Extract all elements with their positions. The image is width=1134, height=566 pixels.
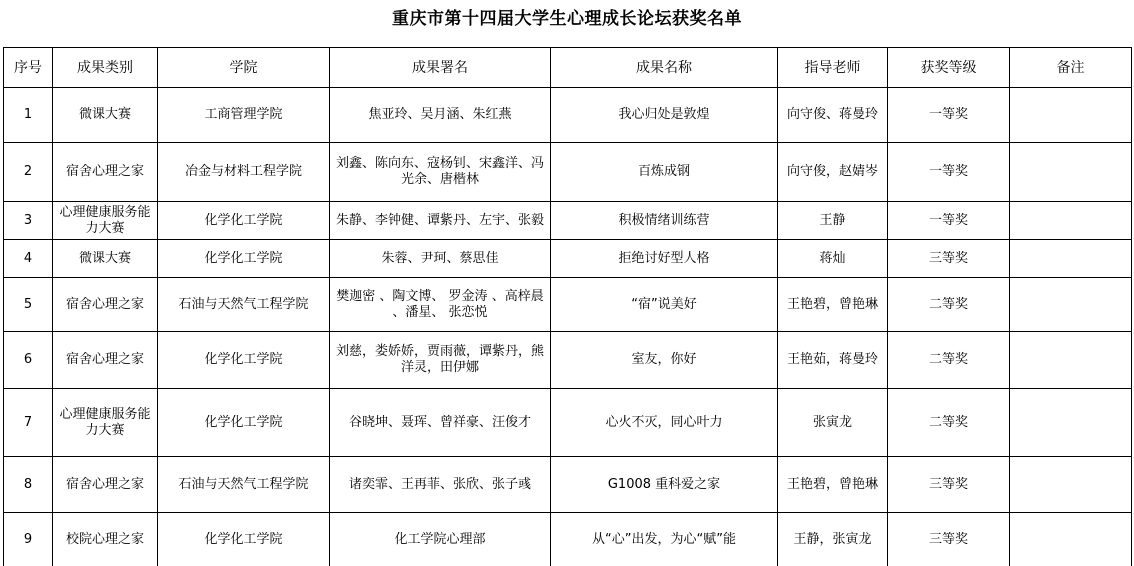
table-row	[4, 457, 1132, 513]
cell-category: 微课大赛	[53, 88, 158, 143]
cell-advisor: 张寅龙	[778, 389, 888, 457]
cell-category: 微课大赛	[53, 240, 158, 278]
cell-college: 石油与天然气工程学院	[158, 278, 330, 332]
cell-work: “宿”说美好	[551, 278, 778, 332]
cell-work: 心火不灭，同心叶力	[551, 389, 778, 457]
cell-remark	[1010, 513, 1132, 566]
cell-remark	[1010, 240, 1132, 278]
cell-advisor: 向守俊，赵婧岑	[778, 143, 888, 202]
header-remark: 备注	[1010, 48, 1132, 88]
cell-level: 二等奖	[888, 389, 1010, 457]
cell-college: 冶金与材料工程学院	[158, 143, 330, 202]
cell-college: 化学化工学院	[158, 202, 330, 240]
cell-authors: 朱蓉、尹珂、蔡思佳	[330, 240, 551, 278]
table-row	[4, 240, 1132, 278]
header-authors: 成果署名	[330, 48, 551, 88]
cell-remark	[1010, 143, 1132, 202]
cell-category: 宿舍心理之家	[53, 278, 158, 332]
cell-index: 9	[4, 513, 53, 566]
table-row	[4, 88, 1132, 143]
cell-level: 三等奖	[888, 457, 1010, 513]
cell-authors: 刘慈，娄娇娇，贾雨薇，谭紫丹，熊洋灵，田伊娜	[330, 332, 551, 389]
header-index: 序号	[4, 48, 53, 88]
cell-level: 三等奖	[888, 240, 1010, 278]
cell-remark	[1010, 389, 1132, 457]
cell-advisor: 王艳碧，曾艳琳	[778, 457, 888, 513]
table-row	[4, 332, 1132, 389]
cell-advisor: 蒋灿	[778, 240, 888, 278]
cell-level: 一等奖	[888, 202, 1010, 240]
cell-authors: 刘鑫、陈向东、寇杨钊、宋鑫洋、冯光余、唐楷林	[330, 143, 551, 202]
cell-remark	[1010, 332, 1132, 389]
header-category: 成果类别	[53, 48, 158, 88]
cell-index: 5	[4, 278, 53, 332]
cell-work: 我心归处是敦煌	[551, 88, 778, 143]
cell-college: 工商管理学院	[158, 88, 330, 143]
header-level: 获奖等级	[888, 48, 1010, 88]
cell-work: 从“心”出发，为心“赋”能	[551, 513, 778, 566]
table-row	[4, 202, 1132, 240]
cell-authors: 朱静、李钟健、谭紫丹、左宇、张毅	[330, 202, 551, 240]
cell-advisor: 向守俊、蒋曼玲	[778, 88, 888, 143]
cell-authors: 化工学院心理部	[330, 513, 551, 566]
cell-index: 2	[4, 143, 53, 202]
header-row	[4, 48, 1132, 88]
cell-authors: 诸奕霏、王再菲、张欣、张子彧	[330, 457, 551, 513]
cell-level: 三等奖	[888, 513, 1010, 566]
cell-authors: 焦亚玲、吴月涵、朱红燕	[330, 88, 551, 143]
cell-level: 二等奖	[888, 278, 1010, 332]
cell-college: 石油与天然气工程学院	[158, 457, 330, 513]
cell-remark	[1010, 278, 1132, 332]
header-advisor: 指导老师	[778, 48, 888, 88]
cell-level: 二等奖	[888, 332, 1010, 389]
cell-category: 校院心理之家	[53, 513, 158, 566]
table-row	[4, 513, 1132, 566]
cell-college: 化学化工学院	[158, 389, 330, 457]
cell-category: 宿舍心理之家	[53, 332, 158, 389]
cell-college: 化学化工学院	[158, 513, 330, 566]
header-college: 学院	[158, 48, 330, 88]
cell-work: 室友，你好	[551, 332, 778, 389]
cell-work: G1008 重科爱之家	[551, 457, 778, 513]
cell-category: 宿舍心理之家	[53, 457, 158, 513]
table-row	[4, 389, 1132, 457]
cell-work: 百炼成钢	[551, 143, 778, 202]
cell-advisor: 王艳茹，蒋曼玲	[778, 332, 888, 389]
cell-index: 8	[4, 457, 53, 513]
cell-college: 化学化工学院	[158, 332, 330, 389]
cell-advisor: 王静	[778, 202, 888, 240]
cell-index: 1	[4, 88, 53, 143]
cell-remark	[1010, 88, 1132, 143]
cell-authors: 谷晓坤、聂珲、曾祥豪、汪俊才	[330, 389, 551, 457]
cell-index: 4	[4, 240, 53, 278]
cell-index: 6	[4, 332, 53, 389]
document-title: 重庆市第十四届大学生心理成长论坛获奖名单	[392, 9, 742, 29]
table-row	[4, 143, 1132, 202]
header-work: 成果名称	[551, 48, 778, 88]
cell-advisor: 王艳碧，曾艳琳	[778, 278, 888, 332]
cell-college: 化学化工学院	[158, 240, 330, 278]
cell-index: 3	[4, 202, 53, 240]
cell-category: 心理健康服务能力大赛	[53, 389, 158, 457]
cell-work: 积极情绪训练营	[551, 202, 778, 240]
cell-category: 宿舍心理之家	[53, 143, 158, 202]
cell-remark	[1010, 202, 1132, 240]
cell-remark	[1010, 457, 1132, 513]
award-table	[3, 47, 1132, 566]
table-row	[4, 278, 1132, 332]
cell-level: 一等奖	[888, 88, 1010, 143]
cell-advisor: 王静，张寅龙	[778, 513, 888, 566]
cell-category: 心理健康服务能力大赛	[53, 202, 158, 240]
cell-index: 7	[4, 389, 53, 457]
cell-level: 一等奖	[888, 143, 1010, 202]
cell-authors: 樊迦密 、陶文博、 罗金涛 、高梓晨 、潘星、 张恋悦	[330, 278, 551, 332]
cell-work: 拒绝讨好型人格	[551, 240, 778, 278]
